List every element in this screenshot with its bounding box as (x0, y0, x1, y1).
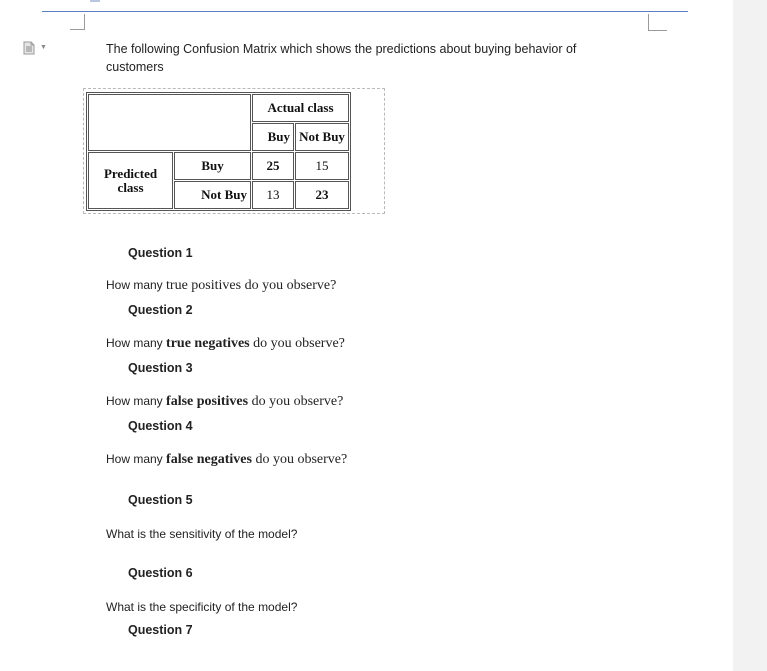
margin-corner-right-h (648, 30, 667, 31)
question-1-text (106, 278, 336, 294)
question-lead: How many (106, 336, 163, 350)
confusion-matrix-table[interactable] (86, 92, 351, 211)
question-4-title: Question 4 (128, 419, 193, 433)
col-label-buy: Buy (252, 123, 294, 151)
question-5-text: What is the sensitivity of the model? (106, 527, 298, 541)
question-lead: How many (106, 452, 163, 466)
question-7-title: Question 7 (128, 623, 193, 637)
cell-true-negative: 23 (295, 181, 349, 209)
question-2-text (106, 336, 345, 352)
question-6-text: What is the specificity of the model? (106, 600, 298, 614)
margin-corner-left-h (70, 29, 85, 30)
question-4-text (106, 452, 347, 468)
row-label-not-buy: Not Buy (174, 181, 251, 209)
matrix-blank-cell (88, 94, 251, 151)
question-rest: do you observe? (255, 452, 348, 467)
question-5-title: Question 5 (128, 493, 193, 507)
question-lead: How many (106, 394, 163, 408)
document-icon[interactable] (22, 41, 36, 55)
margin-corner-left (84, 14, 85, 30)
question-lead: How many (106, 278, 163, 292)
question-rest: true positives do you observe? (166, 278, 337, 293)
cell-false-positive: 15 (295, 152, 349, 180)
question-emphasis: false positives (166, 394, 249, 409)
question-emphasis: true negatives (166, 336, 250, 351)
chevron-down-icon[interactable]: ▼ (40, 44, 47, 51)
question-rest: do you observe? (253, 336, 345, 351)
margin-corner-right (648, 14, 649, 30)
question-emphasis: false negatives (166, 452, 252, 467)
row-label-buy: Buy (174, 152, 251, 180)
header-tab-stub (90, 0, 100, 2)
col-label-not-buy: Not Buy (295, 123, 349, 151)
actual-class-header: Actual class (252, 94, 349, 122)
predicted-class-header: Predicted class (88, 152, 173, 209)
intro-paragraph: The following Confusion Matrix which shows the predictions about buying behavior of customers (106, 42, 577, 74)
cell-true-positive: 25 (252, 152, 294, 180)
question-2-title: Question 2 (128, 303, 193, 317)
question-3-title: Question 3 (128, 361, 193, 375)
question-1-title: Question 1 (128, 246, 193, 260)
right-scroll-gutter[interactable] (733, 0, 767, 671)
question-6-title: Question 6 (128, 566, 193, 580)
question-rest: do you observe? (251, 394, 344, 409)
cell-false-negative: 13 (252, 181, 294, 209)
header-rule (42, 11, 688, 12)
question-3-text (106, 394, 343, 410)
